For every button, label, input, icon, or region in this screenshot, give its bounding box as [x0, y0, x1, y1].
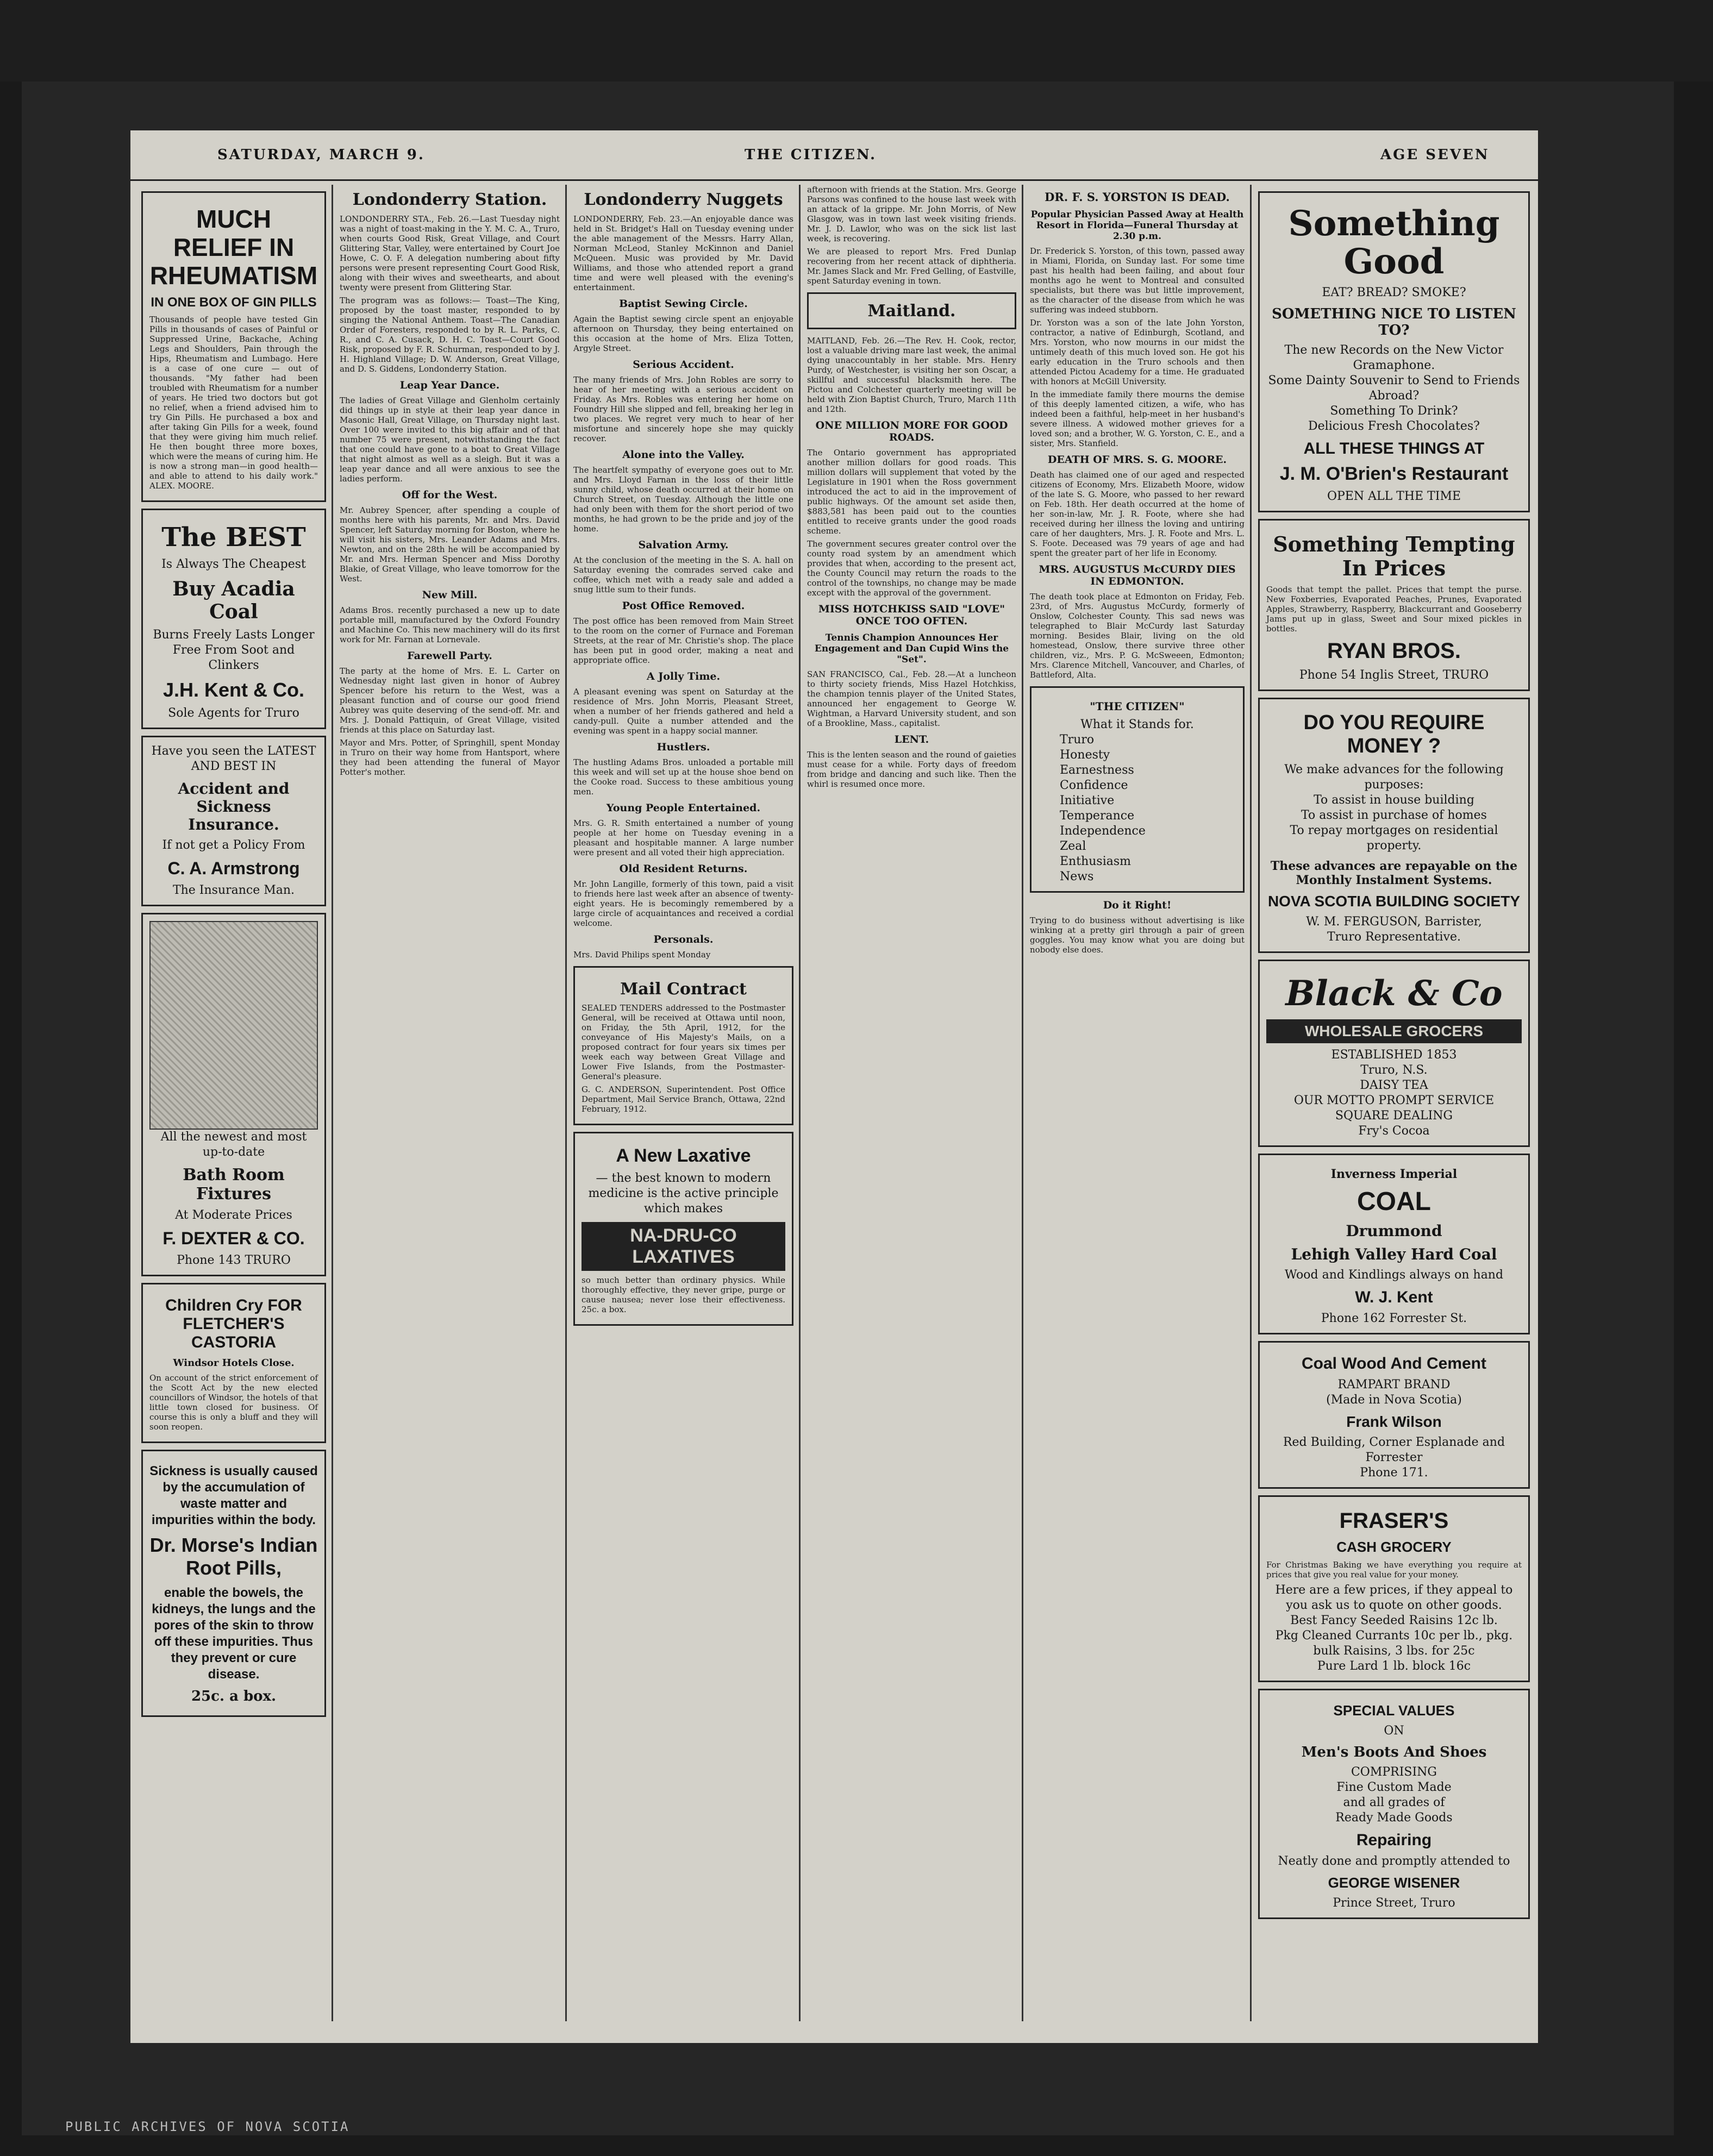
ad-firm: J. M. O'Brien's Restaurant: [1279, 463, 1509, 484]
ad-body: Thousands of people have tested Gin Pills in thousands of cases of Painful or Suppressed Urine, Backache, Aching Legs and Shoulders, Pain through the Hips, Rheumatism and Lumbago. Here is a case of one cure — out of thousands. "My father had been troubled with Rheumatism for a number of years. He tried two doctors but got no relief, when a friend advised him to try Gin Pills. He purchased a box and after taking Gin Pills for a week, found that they were giving him much relief. He then bought three more boxes, which were the means of curing him. He is now a strong man—in good health—and able to attend to his daily work." ALEX. MOORE.: [149, 315, 318, 491]
article-paragraph: LONDONDERRY STA., Feb. 26.—Last Tuesday night was a night of toast-making in the Y. M. C. A., Truro, when courts Good Risk, Great Village, and Court Glittering Star, Valley, were entertained by Court Joe Howe, C. O. F. A delegation numbering about fifty persons were present representing Court Good Risk, along with their wives and sweethearts, and about twenty were present from Glittering Star.: [340, 214, 560, 292]
frasers-grocery-ad: [1258, 1495, 1530, 1682]
laxative-ad: [573, 1132, 793, 1326]
article-subhead: Leap Year Dance.: [399, 379, 500, 391]
ad-line: Phone 171.: [1360, 1466, 1428, 1480]
ad-line: Free From Soot and Clinkers: [172, 643, 295, 672]
ad-line: Lehigh Valley Hard Coal: [1291, 1245, 1497, 1263]
article-paragraph: Again the Baptist sewing circle spent an enjoyable afternoon on Thursday, they being entertained on this occasion at the home of Mrs. Eliza Totten, Argyle Street.: [573, 314, 793, 353]
ad-firm: J.H. Kent & Co.: [162, 679, 304, 701]
ad-line: OPEN ALL THE TIME: [1327, 490, 1461, 503]
article-paragraph: Adams Bros. recently purchased a new up to date portable mill, manufactured by the Oxford Foundry and Machine Co. This new machinery will do its first work for Mr. Farnan at Lornevale.: [340, 605, 560, 644]
column-3: [573, 185, 793, 2032]
ad-body: enable the bowels, the kidneys, the lungs and the pores of the skin to throw off these impurities. Thus they prevent or cure disease.: [152, 1585, 316, 1682]
ad-line: COMPRISING: [1351, 1765, 1437, 1779]
ad-body: so much better than ordinary physics. While thoroughly effective, they never gripe, purge or cause nausea; never lose their effectiveness. 25c. a box.: [582, 1275, 785, 1314]
article-subhead: Off for the West.: [402, 489, 498, 501]
article-paragraph: Mr. Aubrey Spencer, after spending a couple of months here with his parents, Mr. and Mrs. David Spencer, left Saturday morning for Boston, where he will visit his sisters, Mrs. Leander Adams and Mrs. Newton, and on the 28th he will be accompanied by Mr. and Mrs. Herman Spencer and Miss Dorothy Blakie, of Great Village, who leave tomorrow for the West.: [340, 505, 560, 584]
ad-line: Have you seen the LATEST AND BEST IN: [151, 744, 316, 773]
values-list-item: Temperance: [1060, 809, 1135, 823]
article-subhead: Personals.: [653, 933, 714, 945]
ad-line: Fine Custom Made: [1336, 1781, 1452, 1794]
ad-line: Sole Agents for Truro: [168, 706, 299, 720]
article-paragraph: Death has claimed one of our aged and respected citizens of Economy, Mrs. Elizabeth Moore, widow of the late S. G. Moore, who passed to her reward on Feb. 18th. Her death occurred at the home of her son-in-law, Mr. J. R. Foote, where she had received during her illness the loving and untiring care of her daughters, Mrs. J. R. Foote and Mrs. L. S. Foote. Deceased was 79 years of age and had spent the greater part of her life in Economy.: [1030, 470, 1245, 558]
ad-firm: W. J. Kent: [1355, 1288, 1433, 1306]
castoria-ad: [141, 1283, 326, 1443]
article-subhead: ONE MILLION MORE FOR GOOD ROADS.: [815, 419, 1008, 443]
values-list-item: Independence: [1060, 824, 1146, 838]
ad-line: To assist in house building: [1314, 793, 1474, 807]
ad-headline: DO YOU REQUIRE MONEY ?: [1303, 711, 1485, 757]
ad-line: Phone 143 TRURO: [177, 1254, 291, 1267]
frank-wilson-ad: [1258, 1341, 1530, 1489]
values-list-item: Earnestness: [1060, 763, 1134, 777]
notice-body: SEALED TENDERS addressed to the Postmaster General, will be received at Ottawa until noon, on Friday, the 5th April, 1912, for the conveyance of His Majesty's Mails, on a proposed contract for four years six times per week each way between Great Village and Lower Five Islands, from the Postmaster-General's pleasure.: [582, 1003, 785, 1081]
article-paragraph: The hustling Adams Bros. unloaded a portable mill this week and will set up at the house shoe bend on the Cooke road. Success to these ambitious young men.: [573, 757, 793, 797]
ad-line: and all grades of: [1343, 1796, 1445, 1809]
article-paragraph: The heartfelt sympathy of everyone goes out to Mr. and Mrs. Lloyd Farnan in the loss of their little sunny child, whose death occurred at their home on Church Street, on Tuesday. Although the little one had only been with them for the short period of two months, he had grown to be the pride and joy of the home.: [573, 465, 793, 534]
box-title: "THE CITIZEN": [1090, 700, 1185, 713]
article-paragraph: Mayor and Mrs. Potter, of Springhill, spent Monday in Truro on their way home from Hantsport, where they had been attending the funeral of Mayor Potter's mother.: [340, 738, 560, 777]
article-paragraph: We are pleased to report Mrs. Fred Dunlap recovering from her recent attack of diphtheria. Mr. James Slack and Mr. Fred Gelling, of Eastville, spent Saturday evening in town.: [807, 247, 1016, 286]
article-subhead: Hustlers.: [657, 741, 710, 753]
ad-firm: F. DEXTER & CO.: [162, 1229, 305, 1248]
ad-body: Goods that tempt the pallet. Prices that tempt the purse. New Foxberries, Evaporated Peaches, Prunes, Evaporated Apples, Strawberry, Raspberry, Blackcurrant and Gooseberry Jams put up in glass, Sweet and Sour mixed pickles in bottles.: [1266, 585, 1522, 634]
ad-line: W. M. FERGUSON, Barrister,: [1306, 915, 1482, 929]
values-list-item: Enthusiasm: [1060, 855, 1131, 868]
article-paragraph: In the immediate family there mourns the demise of this deeply lamented citizen, a wife, who has indeed been a faithful, help-meet in her husband's severe illness. A widowed mother grieves for a loved son; and a brother, W. G. Yorston, C. E., and a sister, Mrs. Stanfield.: [1030, 390, 1245, 448]
ad-line: All the newest and most up-to-date: [160, 1130, 307, 1159]
ad-line: Ready Made Goods: [1335, 1811, 1453, 1825]
article-paragraph: The many friends of Mrs. John Robles are sorry to hear of her meeting with a serious accident on Friday. As Mrs. Robles was entering her home on Foundry Hill she slipped and fell, breaking her leg in two places. We regret very much to hear of her misfortune and sincerely hope she may quickly recover.: [573, 375, 793, 443]
gin-pills-ad: [141, 191, 326, 502]
ad-line: We make advances for the following purposes:: [1284, 763, 1504, 792]
ad-headline: MUCH RELIEF IN RHEUMATISM: [149, 205, 318, 290]
ad-brand: NA-DRU-CO LAXATIVES: [582, 1222, 785, 1271]
ad-line: Truro Representative.: [1327, 930, 1461, 944]
wj-kent-coal-ad: [1258, 1154, 1530, 1334]
ad-line: Pure Lard 1 lb. block 16c: [1317, 1659, 1471, 1673]
ad-firm: NOVA SCOTIA BUILDING SOCIETY: [1267, 893, 1521, 910]
bath-fixtures-ad: [141, 913, 326, 1276]
ad-line: ALL THESE THINGS AT: [1303, 440, 1485, 457]
article-paragraph: LONDONDERRY, Feb. 23.—An enjoyable dance was held in St. Bridget's Hall on Tuesday evening under the able management of the Messrs. Harry Allan, Norman McLeod, Stanley McKinnon and Daniel McQueen. Music was provided by Mr. David Williams, and those who attended report a grand time and were well pleased with the evening's entertainment.: [573, 214, 793, 292]
ad-subhead: Inverness Imperial: [1330, 1167, 1458, 1181]
paper-name: THE CITIZEN.: [745, 147, 877, 163]
column-6: [1258, 185, 1530, 2032]
article-subhead: A Jolly Time.: [646, 670, 721, 682]
ad-line: RAMPART BRAND: [1337, 1378, 1451, 1392]
ad-line: SOMETHING NICE TO LISTEN TO?: [1272, 306, 1516, 339]
article-subhead: Do it Right!: [1103, 899, 1172, 911]
values-list: [1038, 732, 1236, 885]
ad-headline: A New Laxative: [616, 1145, 751, 1166]
morse-pills-ad: [141, 1450, 326, 1717]
ad-line: Drummond: [1346, 1222, 1442, 1240]
ad-line: ESTABLISHED 1853: [1331, 1048, 1457, 1062]
column-rule: [1022, 185, 1023, 2021]
ad-firm: C. A. Armstrong: [167, 858, 300, 878]
ad-line: Pkg Cleaned Currants 10c per lb., pkg. bulk Raisins, 3 lbs. for 25c: [1275, 1629, 1513, 1658]
acadia-coal-ad: [141, 509, 326, 729]
issue-date: SATURDAY, MARCH 9.: [217, 147, 425, 163]
article-subhead: Farewell Party.: [407, 650, 492, 662]
article-paragraph: The government secures greater control over the county road system by an amendment which provides that when, according to the present act, the County Council may return the roads to the control of the townships, no change may be made except with the approval of the government.: [807, 539, 1016, 598]
archive-stamp: PUBLIC ARCHIVES OF NOVA SCOTIA: [65, 2119, 350, 2134]
ad-line: DAISY TEA: [1360, 1079, 1428, 1092]
ad-line: ON: [1384, 1724, 1404, 1738]
column-rule: [799, 185, 801, 2021]
article-paragraph: Dr. Yorston was a son of the late John Yorston, contractor, a native of Edinburgh, Scotland, and Mrs. Yorston, who now mourns in our midst the untimely death of this much loved son. He got his early education in the Truro schools and then attended Pictou Academy for a time. He graduated with honors at McGill University.: [1030, 318, 1245, 386]
ad-line: OUR MOTTO PROMPT SERVICE SQUARE DEALING: [1293, 1094, 1495, 1123]
article-paragraph: A pleasant evening was spent on Saturday at the residence of Mrs. John Morris, Pleasant Street, when a number of her friends gathered and held a candy-pull. Quite a number attended and the evening was spent in a happy social manner.: [573, 687, 793, 736]
article-subhead: Old Resident Returns.: [619, 863, 748, 875]
ad-subhead: Is Always The Cheapest: [161, 557, 306, 571]
ad-line: Sickness is usually caused by the accumulation of waste matter and impurities within the body.: [149, 1464, 318, 1527]
ad-line: Phone 162 Forrester St.: [1321, 1312, 1467, 1325]
ad-brand: Black & Co: [1285, 973, 1503, 1014]
column-rule: [565, 185, 567, 2021]
ad-headline: FRASER'S: [1339, 1509, 1449, 1533]
ad-headline: Coal Wood And Cement: [1302, 1355, 1486, 1372]
column-1: [141, 185, 326, 2032]
ad-line: Best Fancy Seeded Raisins 12c lb.: [1290, 1614, 1498, 1627]
ad-line: (Made in Nova Scotia): [1326, 1393, 1462, 1407]
ad-line: EAT? BREAD? SMOKE?: [1322, 286, 1466, 299]
ad-line: Wood and Kindlings always on hand: [1284, 1268, 1504, 1282]
wisener-boots-ad: [1258, 1689, 1530, 1919]
ad-line: Truro, N.S.: [1360, 1063, 1428, 1077]
article-subhead: DEATH OF MRS. S. G. MOORE.: [1047, 454, 1227, 466]
article-title: Londonderry Station.: [352, 190, 547, 209]
article-paragraph: SAN FRANCISCO, Cal., Feb. 28.—At a luncheon to thirty society friends, Miss Hazel Hotchkiss, the champion tennis player of the United States, announced her engagement to George W. Wightman, a Harvard University student, and son of a Brookline, Mass., capitalist.: [807, 669, 1016, 728]
column-4: [807, 185, 1016, 2032]
article-subhead: New Mill.: [422, 589, 478, 601]
article-subhead: Tennis Champion Announces Her Engagement and Dan Cupid Wins the "Set".: [814, 632, 1009, 665]
ad-address: Phone 54 Inglis Street, TRURO: [1299, 668, 1489, 682]
page-number: AGE SEVEN: [1380, 147, 1490, 163]
column-rule: [1250, 185, 1252, 2021]
ad-line: Fry's Cocoa: [1358, 1124, 1430, 1138]
ad-firm: GEORGE WISENER: [1328, 1875, 1460, 1891]
black-co-ad: [1258, 960, 1530, 1147]
ryan-bros-ad: [1258, 519, 1530, 691]
ad-line: The Insurance Man.: [172, 883, 295, 897]
values-list-item: Honesty: [1060, 748, 1110, 762]
article-subhead: Baptist Sewing Circle.: [619, 298, 748, 310]
citizen-stands-for-box: [1030, 686, 1245, 893]
values-list-item: Zeal: [1060, 839, 1086, 853]
article-subhead: MRS. AUGUSTUS McCURDY DIES IN EDMONTON.: [1039, 563, 1236, 587]
insurance-ad: [141, 736, 326, 906]
ad-subhead: IN ONE BOX OF GIN PILLS: [151, 295, 317, 310]
ad-firm: RYAN BROS.: [1327, 639, 1461, 663]
article-paragraph: afternoon with friends at the Station. Mrs. George Parsons was confined to the house last week with an attack of la grippe. Mr. John Morris, of New Glasgow, was in town last week visiting friends. Mr. J. D. Lawlor, who was on the sick list last week, is recovering.: [807, 185, 1016, 243]
ad-product: Dr. Morse's Indian Root Pills,: [149, 1534, 318, 1579]
column-2: [340, 185, 560, 2032]
article-paragraph: Mrs. David Philips spent Monday: [573, 950, 711, 960]
article-subhead: Salvation Army.: [638, 539, 729, 551]
article-paragraph: MAITLAND, Feb. 26.—The Rev. H. Cook, rector, lost a valuable driving mare last week, the animal dying unaccountably in her stable. Mrs. Henry Purdy, of Westchester, is visiting her son Oscar, a skillful and successful blacksmith here. The Pictou and Colchester quarterly meeting will be held with Zion Baptist Church, Truro, March 11th and 12th.: [807, 336, 1016, 414]
ad-headline: SPECIAL VALUES: [1333, 1702, 1455, 1719]
ad-line: Something To Drink?: [1330, 404, 1458, 418]
notice-title: Mail Contract: [620, 980, 747, 999]
article-paragraph: The ladies of Great Village and Glenholm certainly did things up in style at their leap year dance in Masonic Hall, Great Village, on Thursday night last. Over 100 were invited to this big affair and of that number 75 were present, notwithstanding the fact that one could have gone to a boat to Great Village that night almost as well as a sleigh. But it was a leap year dance and all were anxious to see the ladies perform.: [340, 396, 560, 484]
values-list-item: News: [1060, 870, 1094, 883]
ad-headline: The BEST: [161, 522, 306, 553]
ad-line: The new Records on the New Victor Gramaphone.: [1284, 343, 1504, 372]
ad-line: Some Dainty Souvenir to Send to Friends Abroad?: [1268, 374, 1520, 403]
column-5: [1030, 185, 1245, 2032]
box-subtitle: What it Stands for.: [1080, 718, 1194, 731]
article-title: Londonderry Nuggets: [584, 190, 783, 209]
bathroom-illustration: [149, 921, 318, 1130]
ad-line: If not get a Policy From: [162, 838, 305, 852]
article-paragraph: The party at the home of Mrs. E. L. Carter on Wednesday night last given in honor of Aubrey Spencer before his return to the West, was a pleasant function and of course our good friend Aubrey was quite deserving of the send-off. Mr. and Mrs. J. Donald Pattiquin, of Great Village, visited friends at this place on Saturday last.: [340, 666, 560, 735]
ad-bar: WHOLESALE GROCERS: [1266, 1019, 1522, 1043]
building-society-ad: [1258, 698, 1530, 953]
ad-line: Repairing: [1356, 1831, 1432, 1849]
ad-tagline: — the best known to modern medicine is the active principle which makes: [588, 1171, 779, 1215]
mail-contract-notice: [573, 966, 793, 1125]
article-paragraph: Mrs. G. R. Smith entertained a number of young people at her home on Tuesday evening in a pleasant and hospitable manner. A large number were present and all voted their high appreciation.: [573, 818, 793, 857]
ad-subhead: Windsor Hotels Close.: [173, 1357, 295, 1369]
values-list-item: Initiative: [1060, 794, 1115, 807]
ad-line: Here are a few prices, if they appeal to you ask us to quote on other goods.: [1275, 1583, 1513, 1612]
ad-headline: COAL: [1357, 1187, 1431, 1216]
newspaper-page: [130, 130, 1538, 2043]
article-paragraph: At the conclusion of the meeting in the S. A. hall on Saturday evening the comrades served cake and coffee, which met with a ready sale and added a snug little sum to their funds.: [573, 555, 793, 594]
article-subhead: Popular Physician Passed Away at Health Resort in Florida—Funeral Thursday at 2.30 p.m.: [1030, 209, 1244, 242]
ad-product: Accident and Sickness Insurance.: [178, 780, 290, 833]
ad-firm: Frank Wilson: [1346, 1413, 1442, 1430]
article-paragraph: Trying to do business without advertising is like winking at a pretty girl through a pair of green goggles. You may know what you are doing but nobody else does.: [1030, 916, 1245, 955]
ad-body: On account of the strict enforcement of the Scott Act by the new elected councillors of Windsor, the hotels of that little town closed for business. Of course this is only a bluff and they will soon reopen.: [149, 1373, 318, 1432]
ad-body: For Christmas Baking we have everything you require at prices that give you real value for your money.: [1266, 1560, 1522, 1580]
running-header: [130, 130, 1538, 181]
article-title: DR. F. S. YORSTON IS DEAD.: [1045, 190, 1230, 204]
article-paragraph: The post office has been removed from Main Street to the room on the corner of Furnace and Foreman Streets, at the rear of Mr. Christie's shop. The place has been put in good order, making a neat and appropriate office.: [573, 616, 793, 665]
ad-address: Prince Street, Truro: [1333, 1896, 1455, 1910]
ad-product: Buy Acadia Coal: [172, 578, 295, 623]
ad-line: These advances are repayable on the Monthly Instalment Systems.: [1270, 859, 1518, 887]
ad-line: To repay mortgages on residential property.: [1290, 824, 1498, 853]
ad-line: Burns Freely Lasts Longer: [153, 628, 315, 642]
article-paragraph: The Ontario government has appropriated another million dollars for good roads. This million dollars will supplement that voted by the Legislature in 1901 when the Ross government introduced the act to aid in the improvement of public highways. Of the amount set aside then, $883,581 has been paid out to the counties entitled to receive grants under the good roads scheme.: [807, 448, 1016, 536]
article-subhead: Post Office Removed.: [622, 600, 745, 612]
ad-line: At Moderate Prices: [175, 1208, 292, 1222]
notice-signature: G. C. ANDERSON, Superintendent. Post Office Department, Mail Service Branch, Ottawa, 22nd February, 1912.: [582, 1085, 785, 1114]
article-title: Maitland.: [867, 302, 956, 321]
article-paragraph: The death took place at Edmonton on Friday, Feb. 23rd, of Mrs. Augustus McCurdy, formerly of Onslow, Colchester County. This sad news was telegraphed to Blair McCurdy last Saturday morning. Besides Blair, living on the old homestead, Onslow, there survive three other children, viz., Mrs. P. G. McSweeen, Edmonton; Mrs. Clarence Mitchell, Vancouver, and Charles, of Battleford, Alta.: [1030, 592, 1245, 680]
article-paragraph: Mr. John Langille, formerly of this town, paid a visit to friends here last week after an absence of twenty-eight years. He is becomingly remembered by a large circle of acquaintances and received a cordial welcome.: [573, 879, 793, 928]
scan-margin-top: [0, 0, 1713, 82]
ad-line: Men's Boots And Shoes: [1301, 1744, 1487, 1760]
values-list-item: Truro: [1060, 733, 1095, 747]
article-paragraph: This is the lenten season and the round of gaieties must cease for a while. Forty days of freedom from bridge and dancing and such like. Then the whirl is resumed once more.: [807, 750, 1016, 789]
ad-address: Red Building, Corner Esplanade and Forrester: [1283, 1436, 1505, 1464]
ad-headline: Children Cry FOR FLETCHER'S CASTORIA: [165, 1296, 302, 1351]
ad-headline: Something Good: [1288, 203, 1500, 282]
article-subhead: MISS HOTCHKISS SAID "LOVE" ONCE TOO OFTEN.: [818, 603, 1005, 627]
column-rule: [332, 185, 333, 2021]
article-subhead: Alone into the Valley.: [622, 449, 745, 461]
obrien-restaurant-ad: [1258, 191, 1530, 512]
article-subhead: LENT.: [894, 734, 929, 745]
article-subhead: Young People Entertained.: [606, 802, 761, 814]
values-list-item: Confidence: [1060, 779, 1128, 792]
ad-subhead: CASH GROCERY: [1336, 1539, 1452, 1555]
ad-product: Bath Room Fixtures: [183, 1165, 285, 1204]
ad-line: To assist in purchase of homes: [1301, 808, 1487, 822]
article-subhead: Serious Accident.: [633, 359, 734, 371]
ad-line: Neatly done and promptly attended to: [1278, 1854, 1510, 1868]
maitland-title-box: [807, 292, 1016, 329]
article-paragraph: The program was as follows:— Toast—The King, proposed by the toast master, responded to by singing the National Anthem. Toast—The Canadian Order of Foresters, responded to by R. L. Parks, C. R., and C. A. Cusack, D. H. C. Toast—Court Good Risk, proposed by F. R. Schurman, responded to by J. H. Highland Village; D. W. Anderson, Great Village, and D. S. Giddens, Londonderry Station.: [340, 296, 560, 374]
article-paragraph: Dr. Frederick S. Yorston, of this town, passed away in Miami, Florida, on Sunday last. For some time past his health had been failing, and about four months ago he went to Montreal and consulted specialists, but there was but little improvement, as the character of the disease from which he was suffering was indeed stubborn.: [1030, 246, 1245, 315]
ad-headline: Something Tempting In Prices: [1273, 532, 1515, 580]
ad-price: 25c. a box.: [191, 1688, 277, 1704]
ad-line: Delicious Fresh Chocolates?: [1308, 419, 1480, 433]
